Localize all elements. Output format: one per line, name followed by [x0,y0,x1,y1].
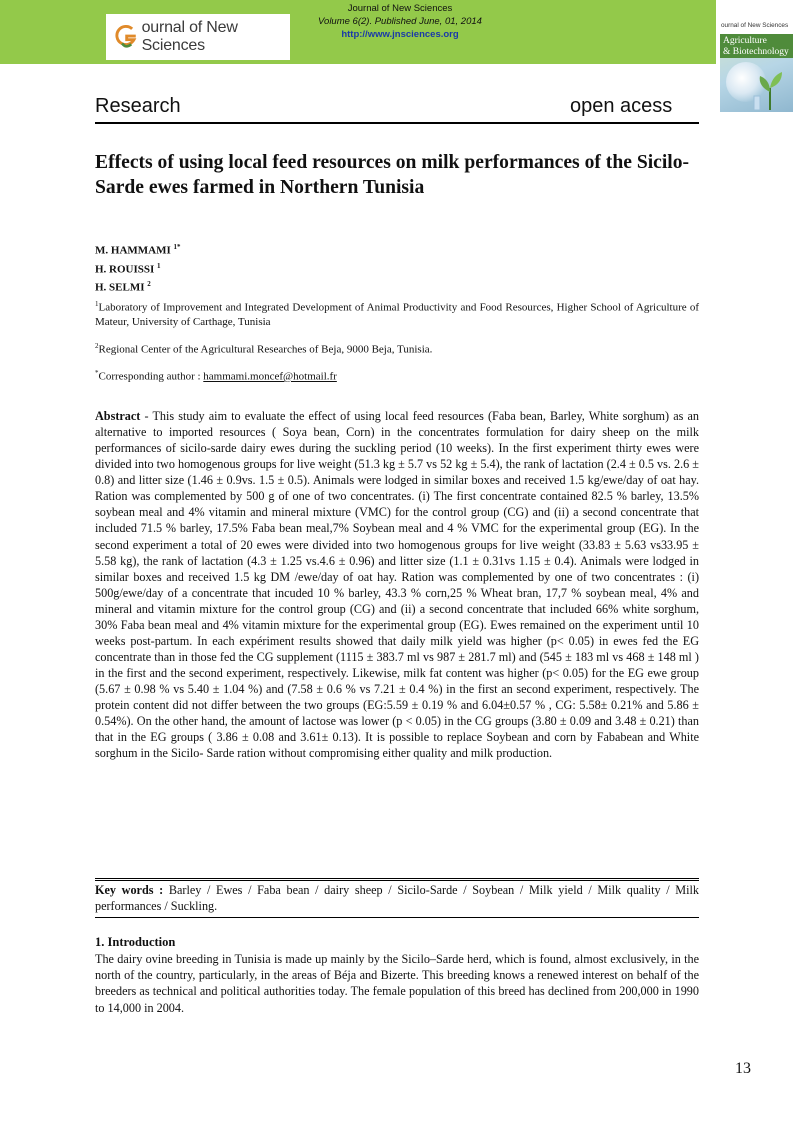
abstract-label: Abstract [95,409,141,423]
author: M. HAMMAMI $^{1*}$ [95,243,181,257]
keywords-rule-bottom [95,917,699,918]
page-number: 13 [735,1060,751,1077]
affiliation: $^1$Laboratory of Improvement and Integrated Development of Animal Productivity and Food Resources, Higher School of Agriculture of Mateur, University of Carthage, Tunisia [95,300,699,328]
plant-icon [750,66,790,110]
badge-journal-name: ournal of New Sciences [720,18,793,34]
author-list [95,240,699,296]
journal-volume: Volume 6(2). Published June, 01, 2014 [318,16,482,27]
email-link[interactable]: hammami.moncef@hotmail.fr [203,370,337,383]
section-label: Research [95,95,181,117]
keywords-text: Barley / Ewes / Faba bean / dairy sheep / Sicilo-Sarde / Soybean / Milk yield / Milk quality / Milk performances / Suckling. [95,883,699,913]
article-title: Effects of using local feed resources on milk performances of the Sicilo-Sarde ewes farmed in Northern Tunisia [95,152,690,198]
journal-info [290,2,510,41]
badge-section-line-2: & Biotechnology [723,46,789,57]
affiliation: $^2$Regional Center of the Agricultural Researches of Beja, 9000 Beja, Tunisia. [95,342,433,356]
introduction-heading: 1. Introduction [95,935,176,949]
abstract [95,408,699,761]
author: H. ROUISSI $^1$ [95,261,161,276]
introduction-text: The dairy ovine breeding in Tunisia is made up mainly by the Sicilo–Sarde herd, which is found, almost exclusively, in the north of the country, particularly, in the areas of Béja and Bizerte. This breeding knows a renewed interest on behalf of the breeders as technical and political authorities today. The female population of this breed has declined from 200,000 in 1990 to 14,000 in 2004. [95,952,699,1015]
keywords [95,882,699,914]
badge-section-line-1: Agriculture [723,36,767,46]
journal-header-band [0,0,716,64]
journal-logo-icon [114,22,138,52]
badge-section-title [720,34,793,58]
logo-text: ournal of New Sciences [141,19,238,54]
author-sup: 1* [173,243,181,251]
journal-name: Journal of New Sciences [347,3,453,14]
open-access-label: open acess [570,95,673,117]
section-badge [720,18,793,112]
keywords-label: Key words : [95,883,164,897]
abstract-text: - This study aim to evaluate the effect of using local feed resources (Faba bean, Barley, White sorghum) as an alternative to imported resources ( Soya bean, Corn) in the concentrates formulation for dairy sheep on the milk performances of sicilo-sarde dairy ewes during the suckling period (10 weeks). In the first experiment thirty ewes were divided into two homogenous groups for live weight (51.3 kg ± 5.7 vs 52 kg ± 5.4), the rank of lactation (2.4 ± 0.5 vs. 2.6 ± 0.8) and litter size (1.46 ± 0.9vs. 1.5 ± 0.5). Animals were lodged in similar boxes and received 1.5 kg/ewe/day of oat hay. Ration was complemented by 500 g of one of two concentrates. (i) The first concentrate contained 82.5 % barley, 13.5% soybean meal and 4% vitamin and mineral mixture (VMC) for the control group (CG) and (ii) a second concentrate that included 71.5 % barley, 17.5% Faba bean meal,7% Soybean meal and 4 % VMC for the experimental group (EG). In the second experiment a total of 20 ewes were divided into two homogenous groups for live weight (33.83 ± 5.63 vs33.95 ± 5.58 kg), the rank of lactation (4.3 ± 1.25 vs.4.6 ± 0.96) and litter size (1.1 ± 0.31vs 1.15 ± 0.4). Animals were lodged in similar boxes and received 1.5 kg DM /ewe/day of oat hay. Ration was complemented by one of two concentrates : (i) 500g/ewe/day of a concentrate that incuded 10 % barley, 43.3 % corn,25 % Wheat bran, 17,7 % soybean meal, 4% and mineral and vitamin mixture for the control group (CG) and (ii) a second concentrate that included 66% white sorghum, 30% Faba bean meal and 4% vitamin mixture for the experimental group (EG). Ewes remained on the experiment until 10 weeks post-partum. In each expériment results showed that daily milk yield was higher (p< 0.05) in ewes fed the EG concentrate than in those fed the CG supplement (1115 ± 383.7 ml vs 987 ± 281.7 ml) and (545 ± 183 ml vs 468 ± 148 ml ) in the first and the second experiment, respectively. Likewise, milk fat content was higher (p< 0.05) for the EG ewe group (5.67 ± 0.98 % vs 5.40 ± 1.04 %) and (7.58 ± 0.6 % vs 7.21 ± 0.4 %) in the first an second experiment, respectively. The protein content did not differ between the two groups (EG:5.59 ± 0.19 % and 6.04±0.57 % , CG: 5.58± 0.21% and 5.86 ± 0.54%). On the other hand, the amount of lactose was lower (p < 0.05) in the CG groups (3.80 ± 0.09 and 3.48 ± 0.21) than that in the EG groups ( 3.86 ± 0.08 and 3.61± 0.13). It is possible to replace Soybean and corn by Fababean and White sorghum in the Sicilo- Sarde ration without compromising either quality and milk production. [95,409,699,761]
journal-url-link[interactable]: http://www.jnsciences.org [341,29,459,40]
author-sup: 2 [147,280,151,289]
journal-logo [106,14,290,60]
author: H. SELMI $^2$ [95,280,151,294]
header-rule [95,122,699,124]
author-sup: 1 [157,261,161,270]
keywords-rule-top [95,878,699,879]
keywords-rule-top-2 [95,880,699,881]
corresponding-author: *Corresponding author : hammami.moncef@hotmail.fr [95,369,337,383]
